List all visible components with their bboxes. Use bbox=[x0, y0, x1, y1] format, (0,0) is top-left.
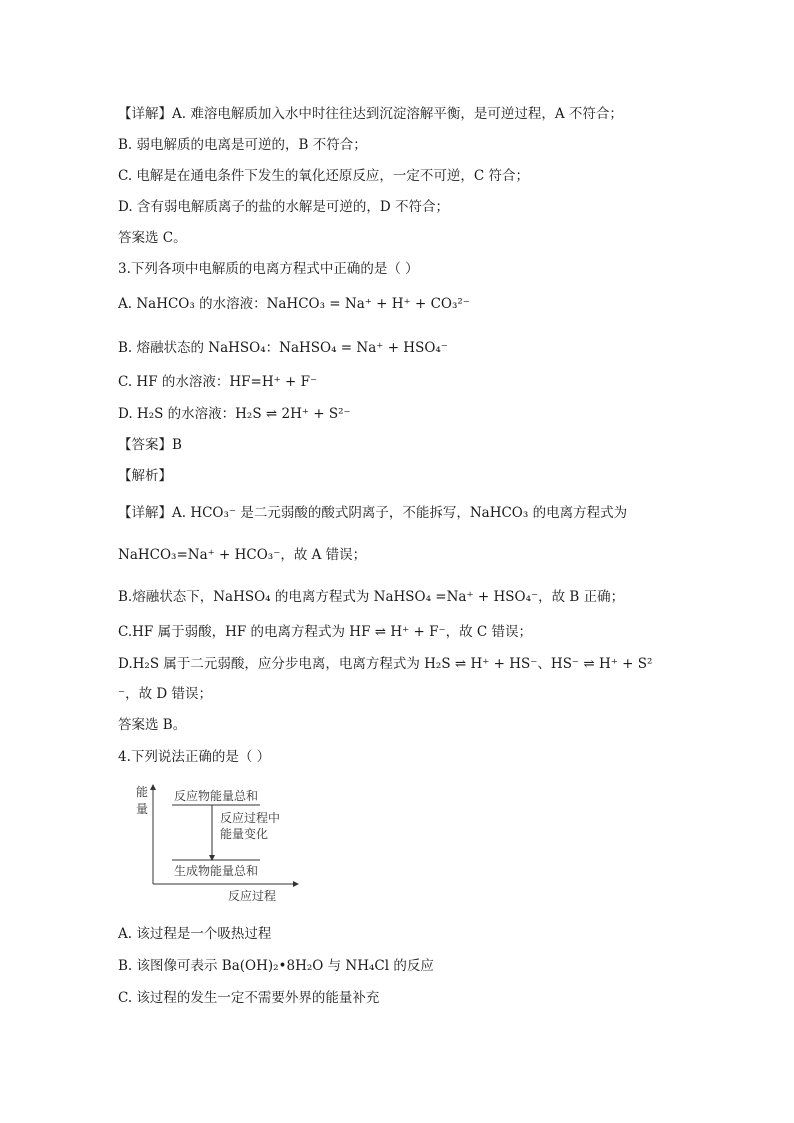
energy-change-label-2: 能量变化 bbox=[220, 827, 269, 841]
analysis-line-b: B.熔融状态下，NaHSO₄ 的电离方程式为 NaHSO₄ =Na⁺ + HSO₄⁻，故 B 正确； bbox=[118, 589, 625, 605]
analysis-line-a2: NaHCO₃=Na⁺ + HCO₃⁻，故 A 错误； bbox=[118, 547, 367, 563]
x-axis-label: 反应过程 bbox=[228, 889, 277, 903]
reactant-level-label: 反应物能量总和 bbox=[174, 789, 259, 803]
question-4-option-c: C. 该过程的发生一定不需要外界的能量补充 bbox=[118, 990, 380, 1006]
energy-change-label-1: 反应过程中 bbox=[220, 811, 281, 825]
answer-choice-b: 答案选 B。 bbox=[118, 717, 187, 733]
question-3-option-d: D. H₂S 的水溶液：H₂S ⇌ 2H⁺ + S²⁻ bbox=[118, 406, 351, 422]
answer-choice-c: 答案选 C。 bbox=[118, 230, 187, 246]
analysis-heading: 【解析】 bbox=[118, 468, 172, 484]
question-3-option-c: C. HF 的水溶液：HF=H⁺ + F⁻ bbox=[118, 374, 318, 390]
analysis-line-d1: D.H₂S 属于二元弱酸，应分步电离，电离方程式为 H₂S ⇌ H⁺ + HS⁻、HS⁻ ⇌ H⁺ + S² bbox=[118, 656, 653, 672]
question-3-option-b: B. 熔融状态的 NaHSO₄：NaHSO₄ = Na⁺ + HSO₄⁻ bbox=[118, 340, 448, 356]
product-level-label: 生成物能量总和 bbox=[174, 864, 259, 878]
question-3-stem: 3.下列各项中电解质的电离方程式中正确的是（ ） bbox=[118, 261, 419, 277]
y-axis-label-bottom: 量 bbox=[136, 802, 149, 816]
y-axis-label-top: 能 bbox=[136, 785, 149, 799]
analysis-line-c: C.HF 属于弱酸，HF 的电离方程式为 HF ⇌ H⁺ + F⁻，故 C 错误； bbox=[118, 624, 533, 640]
energy-diagram bbox=[130, 782, 300, 907]
detail-line-c: C. 电解是在通电条件下发生的氧化还原反应，一定不可逆，C 符合； bbox=[118, 168, 530, 184]
question-4-option-b: B. 该图像可表示 Ba(OH)₂•8H₂O 与 NH₄Cl 的反应 bbox=[118, 958, 434, 974]
question-3-option-a: A. NaHCO₃ 的水溶液：NaHCO₃ = Na⁺ + H⁺ + CO₃²⁻ bbox=[118, 296, 470, 312]
question-4-stem: 4.下列说法正确的是（ ） bbox=[118, 749, 271, 765]
analysis-line-d2: ⁻，故 D 错误； bbox=[118, 686, 213, 702]
detail-line-b: B. 弱电解质的电离是可逆的，B 不符合； bbox=[118, 137, 367, 153]
analysis-line-a1: 【详解】A. HCO₃⁻ 是二元弱酸的酸式阴离子，不能拆写，NaHCO₃ 的电离方程式为 bbox=[118, 505, 628, 521]
answer-heading: 【答案】B bbox=[118, 437, 182, 453]
detail-line-a: 【详解】A. 难溶电解质加入水中时往往达到沉淀溶解平衡，是可逆过程，A 不符合； bbox=[118, 106, 623, 122]
detail-line-d: D. 含有弱电解质离子的盐的水解是可逆的，D 不符合； bbox=[118, 199, 450, 215]
question-4-option-a: A. 该过程是一个吸热过程 bbox=[118, 926, 272, 942]
